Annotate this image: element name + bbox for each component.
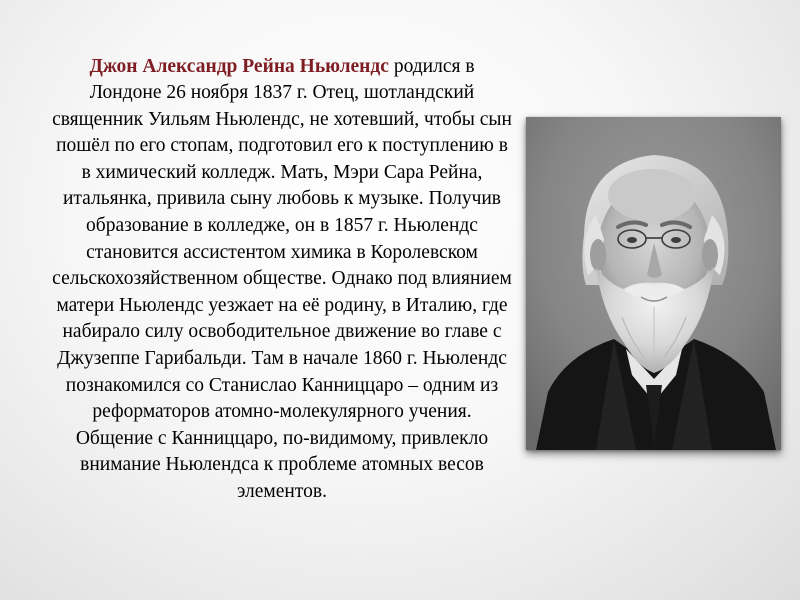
portrait-photo	[526, 117, 781, 450]
biography-paragraph	[52, 54, 512, 506]
portrait-image	[526, 117, 781, 450]
biography-text: родился в Лондоне 26 ноября 1837 г. Отец, шотландский священник Уильям Ньюлендс, не хотевший, чтобы сын пошёл по его стопам, подготовил его к поступлению в в химический колледж. Мать, Мэри Сара Рейна, итальянка, привила сыну любовь к музыке. Получив образование в колледже, он в 1857 г. Ньюлендс становится ассистентом химика в Королевском сельскохозяйственном обществе. Однако под влиянием матери Ньюлендс уезжает на её родину, в Италию, где набирало силу освободительное движение во главе с Джузеппе Гарибальди. Там в начале 1860 г. Ньюлендс познакомился со Станислао Канниццаро – одним из реформаторов атомно-молекулярного учения. Общение с Канниццаро, по-видимому, привлекло внимание Ньюлендса к проблеме атомных весов элементов.	[52, 55, 512, 502]
person-name: Джон Александр Рейна Ньюлендс	[89, 55, 389, 77]
